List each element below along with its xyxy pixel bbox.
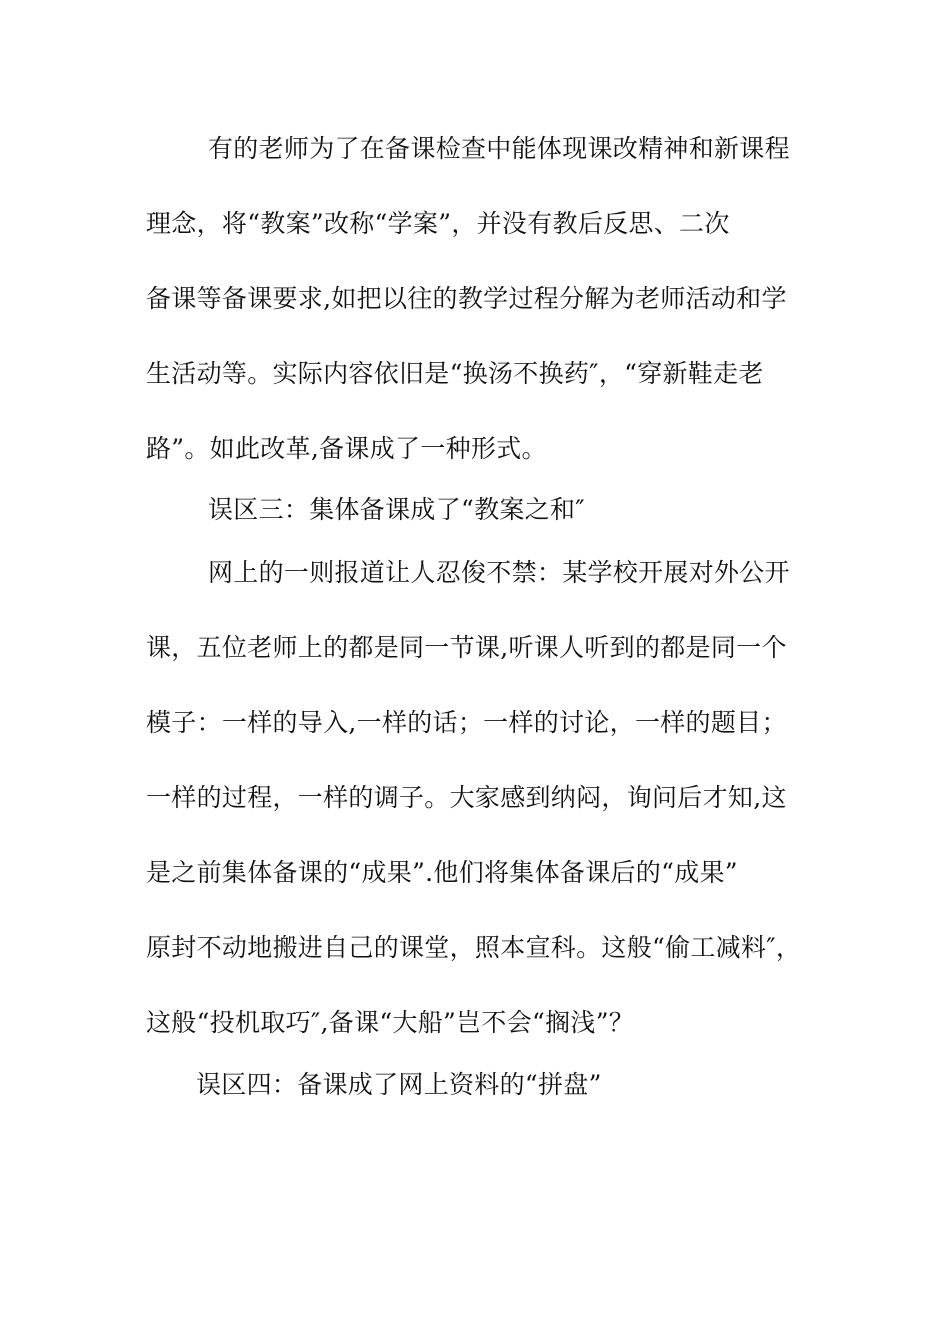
paragraph-line: 理念，将“教案”改称“学案”，并没有教后反思、二次 <box>146 209 730 238</box>
section-heading: 误区三：集体备课成了“教案之和″ <box>208 495 585 524</box>
paragraph-line: 这般“投机取巧″,备课“大船”岂不会“搁浅”？ <box>146 1008 635 1037</box>
section-heading: 误区四：备课成了网上资料的“拼盘” <box>196 1070 602 1099</box>
paragraph-line: 一样的过程，一样的调子。大家感到纳闷，询问后才知,这 <box>146 783 787 812</box>
paragraph-line: 是之前集体备课的“成果”.他们将集体备课后的“成果” <box>146 858 738 887</box>
paragraph-line: 生活动等。实际内容依旧是“换汤不换药″，“穿新鞋走老 <box>146 359 764 388</box>
paragraph-line: 课，五位老师上的都是同一节课,听课人听到的都是同一个 <box>146 633 787 662</box>
paragraph-line: 备课等备课要求,如把以往的教学过程分解为老师活动和学 <box>146 284 787 313</box>
paragraph-line: 网上的一则报道让人忍俊不禁：某学校开展对外公开 <box>208 558 790 587</box>
paragraph-line: 原封不动地搬进自己的课堂，照本宣科。这般“偷工减料″， <box>146 933 802 962</box>
paragraph-line: 有的老师为了在备课检查中能体现课改精神和新课程 <box>208 134 790 163</box>
paragraph-line: 路”。如此改革,备课成了一种形式。 <box>146 434 547 463</box>
paragraph-line: 模子：一样的导入,一样的话；一样的讨论，一样的题目； <box>146 708 787 737</box>
